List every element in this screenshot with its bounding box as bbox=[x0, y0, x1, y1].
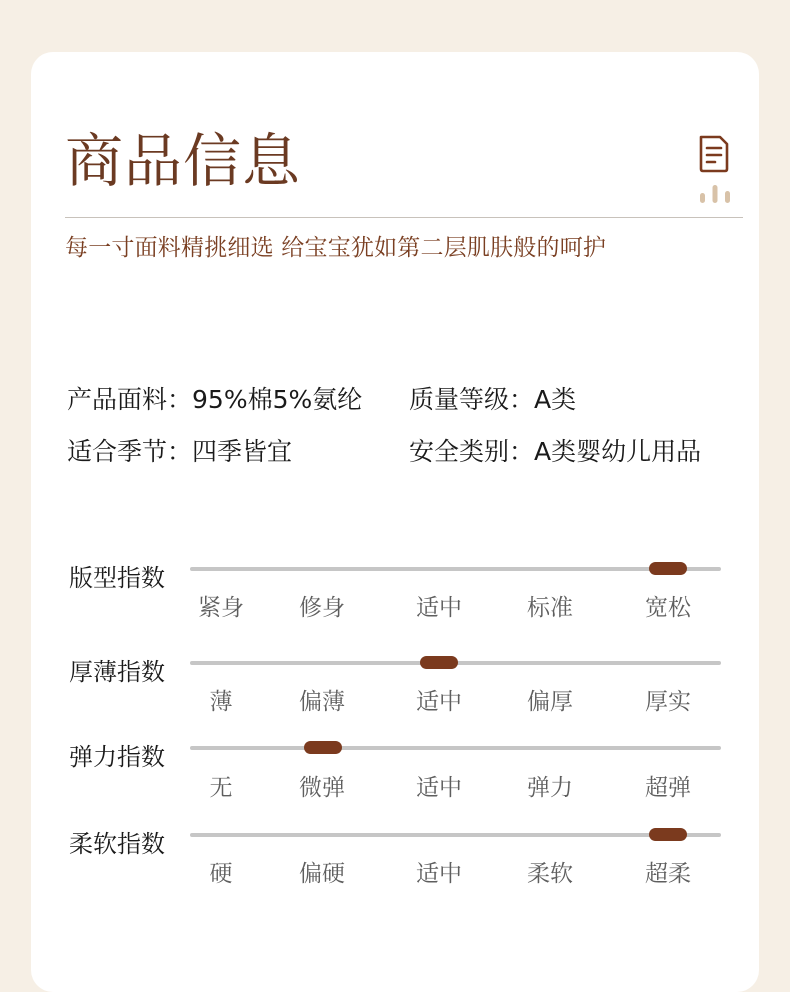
page-title: 商品信息 bbox=[65, 127, 302, 195]
rating-option: 修身 bbox=[299, 595, 345, 621]
rating-option: 标准 bbox=[527, 595, 573, 621]
spec-safety-label: 安全类别： bbox=[409, 437, 535, 466]
rating-option: 超柔 bbox=[645, 861, 691, 887]
spec-season-value: 四季皆宜 bbox=[192, 437, 293, 466]
product-info-card bbox=[31, 52, 759, 992]
rating-option: 适中 bbox=[416, 689, 462, 715]
spec-grade bbox=[409, 382, 576, 418]
subtitle: 每一寸面料精挑细选 给宝宝犹如第二层肌肤般的呵护 bbox=[65, 235, 607, 261]
document-icon bbox=[697, 134, 731, 174]
spec-grade-value: A类 bbox=[534, 385, 577, 414]
spec-fabric-value: 95%棉5%氨纶 bbox=[192, 385, 363, 414]
rating-handle bbox=[649, 562, 687, 575]
rating-handle bbox=[304, 741, 342, 754]
rating-option: 适中 bbox=[416, 861, 462, 887]
rating-option: 紧身 bbox=[198, 595, 244, 621]
rating-option: 柔软 bbox=[527, 861, 573, 887]
rating-track bbox=[190, 661, 721, 665]
spec-fabric bbox=[67, 382, 362, 418]
spec-grade-label: 质量等级： bbox=[409, 385, 535, 414]
rating-label: 柔软指数 bbox=[69, 830, 165, 858]
rating-track bbox=[190, 833, 721, 837]
rating-handle bbox=[420, 656, 458, 669]
rating-handle bbox=[649, 828, 687, 841]
rating-option: 偏厚 bbox=[527, 689, 573, 715]
spec-safety-value: A类婴幼儿用品 bbox=[534, 437, 702, 466]
rating-option: 薄 bbox=[209, 689, 233, 715]
rating-track bbox=[190, 746, 721, 750]
rating-label: 版型指数 bbox=[69, 564, 165, 592]
bars-icon bbox=[697, 183, 733, 205]
rating-option: 微弹 bbox=[299, 775, 345, 801]
rating-option: 硬 bbox=[209, 861, 233, 887]
spec-season bbox=[67, 434, 292, 470]
rating-track bbox=[190, 567, 721, 571]
rating-label: 弹力指数 bbox=[69, 743, 165, 771]
rating-label: 厚薄指数 bbox=[69, 658, 165, 686]
spec-fabric-label: 产品面料： bbox=[67, 385, 193, 414]
rating-option: 宽松 bbox=[645, 595, 691, 621]
rating-option: 超弹 bbox=[645, 775, 691, 801]
rating-option: 弹力 bbox=[527, 775, 573, 801]
rating-option: 适中 bbox=[416, 595, 462, 621]
rating-option: 偏薄 bbox=[299, 689, 345, 715]
rating-option: 无 bbox=[209, 775, 233, 801]
rating-option: 厚实 bbox=[645, 689, 691, 715]
spec-season-label: 适合季节： bbox=[67, 437, 193, 466]
rating-option: 偏硬 bbox=[299, 861, 345, 887]
spec-safety bbox=[409, 434, 701, 470]
rating-option: 适中 bbox=[416, 775, 462, 801]
title-divider bbox=[65, 217, 743, 218]
